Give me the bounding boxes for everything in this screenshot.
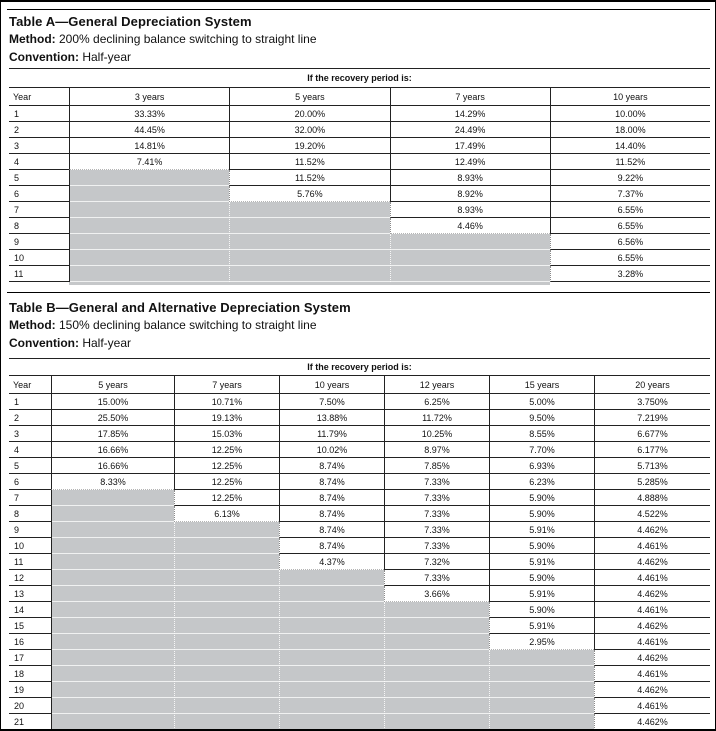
value-cell: 7.33%: [384, 506, 489, 522]
value-cell: 4.462%: [594, 714, 710, 730]
value-cell: 11.52%: [229, 170, 389, 186]
value-cell: 10.25%: [384, 426, 489, 442]
method-label: Method:: [9, 318, 56, 332]
value-cell: 19.20%: [229, 138, 389, 154]
value-cell: 20.00%: [229, 106, 389, 122]
value-cell: 5.713%: [594, 458, 710, 474]
value-cell: 33.33%: [69, 106, 229, 122]
value-cell: 5.76%: [229, 186, 389, 202]
year-cell: 19: [9, 682, 51, 698]
value-cell: 7.70%: [489, 442, 594, 458]
value-cell: 7.33%: [384, 570, 489, 586]
gray-region: [390, 234, 550, 282]
value-cell: 7.33%: [384, 538, 489, 554]
value-cell: 6.23%: [489, 474, 594, 490]
value-cell: 24.49%: [390, 122, 550, 138]
value-cell: 7.33%: [384, 522, 489, 538]
convention-label: Convention:: [9, 50, 79, 64]
year-cell: 10: [9, 538, 51, 554]
top-horizontal-rule: [7, 9, 710, 10]
value-cell: 13.88%: [279, 410, 384, 426]
value-cell: 8.55%: [489, 426, 594, 442]
year-cell: 21: [14, 717, 25, 727]
value-cell: 5.91%: [489, 522, 594, 538]
value-cell: 14.29%: [390, 106, 550, 122]
value-cell: 6.55%: [550, 202, 710, 218]
value-cell: 7.219%: [594, 410, 710, 426]
value-cell: 9.22%: [550, 170, 710, 186]
column-header-10-years: 10 years: [550, 88, 710, 106]
gray-region: [384, 602, 489, 730]
method-text: 200% declining balance switching to straight line: [59, 32, 317, 46]
value-cell: 12.25%: [174, 490, 279, 506]
value-cell: 7.50%: [279, 394, 384, 410]
year-cell: 8: [9, 218, 69, 234]
year-cell: 5: [9, 458, 51, 474]
gray-region: [489, 650, 594, 730]
value-cell: 8.74%: [279, 538, 384, 554]
year-cell: 9: [9, 522, 51, 538]
value-cell: 7.85%: [384, 458, 489, 474]
column-header-15-years: 15 years: [489, 376, 594, 394]
value-cell: 14.81%: [69, 138, 229, 154]
column-header-10-years: 10 years: [279, 376, 384, 394]
value-cell: 8.93%: [390, 202, 550, 218]
value-cell: 7.41%: [69, 154, 229, 170]
value-cell: 10.00%: [550, 106, 710, 122]
year-cell: 17: [9, 650, 51, 666]
table-a-grid: [9, 68, 710, 282]
value-cell: 5.285%: [594, 474, 710, 490]
year-cell: 16: [9, 634, 51, 650]
value-cell: 6.177%: [594, 442, 710, 458]
value-cell: 5.90%: [489, 570, 594, 586]
year-cell: 9: [9, 234, 69, 250]
value-cell: 4.462%: [594, 682, 710, 698]
year-cell: 2: [9, 122, 69, 138]
value-cell: 7.37%: [550, 186, 710, 202]
year-cell: 11: [9, 554, 51, 570]
column-header-7-years: 7 years: [390, 88, 550, 106]
value-cell: 17.85%: [51, 426, 174, 442]
value-cell: 4.461%: [594, 602, 710, 618]
value-cell: 6.55%: [550, 250, 710, 266]
value-cell: 12.25%: [174, 474, 279, 490]
value-cell: 7.32%: [384, 554, 489, 570]
value-cell: 12.49%: [390, 154, 550, 170]
value-cell: 8.74%: [279, 506, 384, 522]
value-cell: 4.462%: [594, 618, 710, 634]
value-cell: 6.25%: [384, 394, 489, 410]
value-cell: 5.90%: [489, 490, 594, 506]
year-cell: 10: [9, 250, 69, 266]
year-cell: 2: [9, 410, 51, 426]
value-cell: 4.37%: [279, 554, 384, 570]
gray-region: [229, 202, 389, 282]
value-cell: 4.462%: [594, 650, 710, 666]
value-cell: 15.03%: [174, 426, 279, 442]
year-cell: 4: [9, 154, 69, 170]
year-cell: 11: [9, 266, 69, 282]
value-cell: 8.74%: [279, 490, 384, 506]
value-cell: 19.13%: [174, 410, 279, 426]
method-label: Method:: [9, 32, 56, 46]
value-cell: 15.00%: [51, 394, 174, 410]
gray-region: [51, 490, 174, 730]
year-cell: 15: [9, 618, 51, 634]
value-cell: 11.52%: [229, 154, 389, 170]
value-cell: 12.25%: [174, 458, 279, 474]
value-cell: 14.40%: [550, 138, 710, 154]
gray-region: [174, 522, 279, 730]
value-cell: 12.25%: [174, 442, 279, 458]
value-cell: 3.750%: [594, 394, 710, 410]
table-b-convention-line: [9, 336, 131, 350]
year-column-header: Year: [9, 88, 69, 106]
value-cell: 11.52%: [550, 154, 710, 170]
table-b-title: Table B—General and Alternative Depreciation System: [9, 300, 351, 315]
value-cell: 4.522%: [594, 506, 710, 522]
value-cell: 8.97%: [384, 442, 489, 458]
value-cell: 10.02%: [279, 442, 384, 458]
gray-region: [279, 570, 384, 730]
value-cell: 11.79%: [279, 426, 384, 442]
value-cell: 4.462%: [594, 586, 710, 602]
value-cell: 10.71%: [174, 394, 279, 410]
table-b-method-line: [9, 318, 317, 332]
table-a-convention-line: [9, 50, 131, 64]
year-cell: 1: [9, 394, 51, 410]
value-cell: 8.33%: [51, 474, 174, 490]
value-cell: 8.74%: [279, 458, 384, 474]
value-cell: 6.13%: [174, 506, 279, 522]
value-cell: 4.461%: [594, 634, 710, 650]
year-cell: 12: [9, 570, 51, 586]
value-cell: 5.91%: [489, 586, 594, 602]
year-cell: 1: [9, 106, 69, 122]
value-cell: 8.74%: [279, 522, 384, 538]
value-cell: 4.462%: [594, 554, 710, 570]
value-cell: 6.56%: [550, 234, 710, 250]
year-cell: 14: [9, 602, 51, 618]
section-divider-rule: [7, 292, 710, 293]
value-cell: 6.677%: [594, 426, 710, 442]
value-cell: 17.49%: [390, 138, 550, 154]
value-cell: 6.93%: [489, 458, 594, 474]
year-cell: 7: [9, 490, 51, 506]
year-cell: 5: [9, 170, 69, 186]
table-b-grid: [9, 358, 710, 731]
gray-region: [69, 170, 229, 282]
value-cell: 4.462%: [594, 522, 710, 538]
value-cell: 3.66%: [384, 586, 489, 602]
value-cell: 4.461%: [594, 666, 710, 682]
year-cell: 8: [9, 506, 51, 522]
value-cell: 5.91%: [489, 554, 594, 570]
value-cell: 6.55%: [550, 218, 710, 234]
value-cell: 5.91%: [489, 618, 594, 634]
value-cell: 44.45%: [69, 122, 229, 138]
value-cell: 18.00%: [550, 122, 710, 138]
value-cell: 8.74%: [279, 474, 384, 490]
value-cell: 4.46%: [390, 218, 550, 234]
value-cell: 16.66%: [51, 458, 174, 474]
year-cell: 3: [9, 426, 51, 442]
year-cell: 4: [9, 442, 51, 458]
table-a-method-line: [9, 32, 317, 46]
value-cell: 4.461%: [594, 698, 710, 714]
column-header-5-years: 5 years: [51, 376, 174, 394]
year-cell: 20: [9, 698, 51, 714]
value-cell: 32.00%: [229, 122, 389, 138]
year-cell: 3: [9, 138, 69, 154]
year-column-header: Year: [9, 376, 51, 394]
year-cell: 18: [9, 666, 51, 682]
value-cell: 5.90%: [489, 602, 594, 618]
value-cell: 7.33%: [384, 490, 489, 506]
value-cell: 8.93%: [390, 170, 550, 186]
convention-text: Half-year: [82, 336, 132, 350]
value-cell: 16.66%: [51, 442, 174, 458]
column-header-7-years: 7 years: [174, 376, 279, 394]
method-text: 150% declining balance switching to straight line: [59, 318, 317, 332]
value-cell: 25.50%: [51, 410, 174, 426]
year-cell: 6: [9, 474, 51, 490]
value-cell: 4.461%: [594, 538, 710, 554]
year-cell: 6: [9, 186, 69, 202]
value-cell: 2.95%: [489, 634, 594, 650]
value-cell: 8.92%: [390, 186, 550, 202]
column-header-5-years: 5 years: [229, 88, 389, 106]
value-cell: 5.00%: [489, 394, 594, 410]
convention-text: Half-year: [82, 50, 132, 64]
column-header-3-years: 3 years: [69, 88, 229, 106]
value-cell: 5.90%: [489, 506, 594, 522]
year-cell: 13: [9, 586, 51, 602]
value-cell: 3.28%: [550, 266, 710, 282]
recovery-period-header: If the recovery period is:: [9, 69, 710, 88]
recovery-period-header: If the recovery period is:: [9, 359, 710, 376]
value-cell: 4.888%: [594, 490, 710, 506]
table-a-title: Table A—General Depreciation System: [9, 14, 252, 29]
value-cell: 7.33%: [384, 474, 489, 490]
value-cell: 5.90%: [489, 538, 594, 554]
year-cell: 7: [9, 202, 69, 218]
value-cell: 4.461%: [594, 570, 710, 586]
column-header-20-years: 20 years: [594, 376, 710, 394]
column-header-12-years: 12 years: [384, 376, 489, 394]
value-cell: 11.72%: [384, 410, 489, 426]
value-cell: 9.50%: [489, 410, 594, 426]
convention-label: Convention:: [9, 336, 79, 350]
